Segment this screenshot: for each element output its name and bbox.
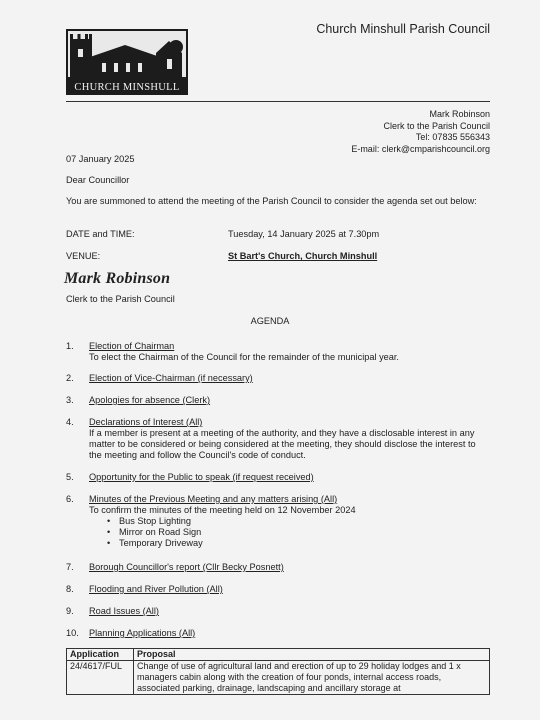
column-header-proposal: Proposal	[134, 649, 490, 661]
venue-value: St Bart's Church, Church Minshull	[228, 251, 378, 261]
sender-name: Mark Robinson	[429, 109, 490, 119]
table-header-row	[67, 649, 490, 661]
planning-applications-table	[66, 648, 490, 695]
agenda-item	[66, 417, 490, 461]
agenda-item	[66, 373, 490, 384]
agenda-item-detail: If a member is present at a meeting of the authority, and they have a disclosable interest in any matter to be considered or being considered at the meeting, they should disclose the interest to the meeting and follow the Council's code of conduct.	[89, 428, 476, 460]
agenda-item-title: Flooding and River Pollution (All)	[89, 584, 223, 594]
agenda-item	[66, 472, 490, 483]
greeting: Dear Councillor	[66, 175, 130, 185]
agenda-item-number: 2.	[66, 373, 74, 383]
sender-tel: Tel: 07835 556343	[415, 132, 490, 142]
minutes-bullet-list	[89, 516, 490, 549]
datetime-label: DATE and TIME:	[66, 229, 135, 239]
agenda-item-title: Apologies for absence (Clerk)	[89, 395, 211, 405]
agenda-item-number: 9.	[66, 606, 74, 616]
agenda-item-title: Declarations of Interest (All)	[89, 417, 203, 427]
agenda-item	[66, 562, 490, 573]
agenda-item-number: 10.	[66, 628, 79, 638]
agenda-item-number: 8.	[66, 584, 74, 594]
agenda-item	[66, 628, 490, 639]
column-header-application: Application	[67, 649, 134, 661]
agenda-item-detail: To confirm the minutes of the meeting held on 12 November 2024	[89, 505, 356, 515]
logo-text: CHURCH MINSHULL	[74, 82, 180, 93]
agenda-item-number: 7.	[66, 562, 74, 572]
agenda-item-title: Election of Chairman	[89, 341, 175, 351]
header-divider	[66, 101, 490, 102]
agenda-item-number: 5.	[66, 472, 74, 482]
intro-paragraph: You are summoned to attend the meeting of the Parish Council to consider the agenda set out below:	[66, 196, 477, 206]
agenda-item-title: Minutes of the Previous Meeting and any matters arising (All)	[89, 494, 338, 504]
agenda-item-number: 4.	[66, 417, 74, 427]
agenda-item-detail: To elect the Chairman of the Council for the remainder of the municipal year.	[89, 352, 399, 362]
datetime-value: Tuesday, 14 January 2025 at 7.30pm	[228, 229, 380, 239]
agenda-item-title: Election of Vice-Chairman (if necessary)	[89, 373, 253, 383]
agenda-item-title: Opportunity for the Public to speak (if request received)	[89, 472, 314, 482]
council-name: Church Minshull Parish Council	[316, 22, 490, 36]
sender-role: Clerk to the Parish Council	[383, 120, 490, 131]
signature: Mark Robinson	[64, 270, 171, 287]
agenda-item-number: 1.	[66, 341, 74, 351]
agenda-item-title: Road Issues (All)	[89, 606, 159, 616]
signature-title: Clerk to the Parish Council	[66, 294, 175, 304]
list-item: • Mirror on Road Sign	[119, 527, 490, 538]
application-ref-cell: 24/4617/FUL	[67, 661, 134, 695]
agenda-item-number: 3.	[66, 395, 74, 405]
sender-email[interactable]: E-mail: clerk@cmparishcouncil.org	[351, 143, 490, 154]
agenda-item	[66, 395, 490, 406]
agenda-item	[66, 341, 490, 363]
agenda-item-number: 6.	[66, 494, 74, 504]
agenda-item-title: Planning Applications (All)	[89, 628, 196, 638]
proposal-cell: Change of use of agricultural land and erection of up to 29 holiday lodges and 1 x managers cabin along with the creation of four ponds, internal access roads, associated parking, drainage, landscaping and ancillary storage at	[134, 661, 490, 695]
list-item: • Bus Stop Lighting	[119, 516, 490, 527]
agenda-heading: AGENDA	[250, 316, 290, 326]
venue-label: VENUE:	[66, 251, 101, 261]
agenda-item	[66, 584, 490, 595]
table-row	[67, 661, 490, 695]
agenda-item	[66, 606, 490, 617]
letter-date: 07 January 2025	[66, 154, 135, 164]
agenda-item	[66, 494, 490, 549]
sender-block	[351, 109, 490, 155]
agenda-item-title: Borough Councillor's report (Cllr Becky Posnett)	[89, 562, 284, 572]
council-logo	[66, 29, 188, 95]
list-item: • Temporary Driveway	[119, 538, 490, 549]
